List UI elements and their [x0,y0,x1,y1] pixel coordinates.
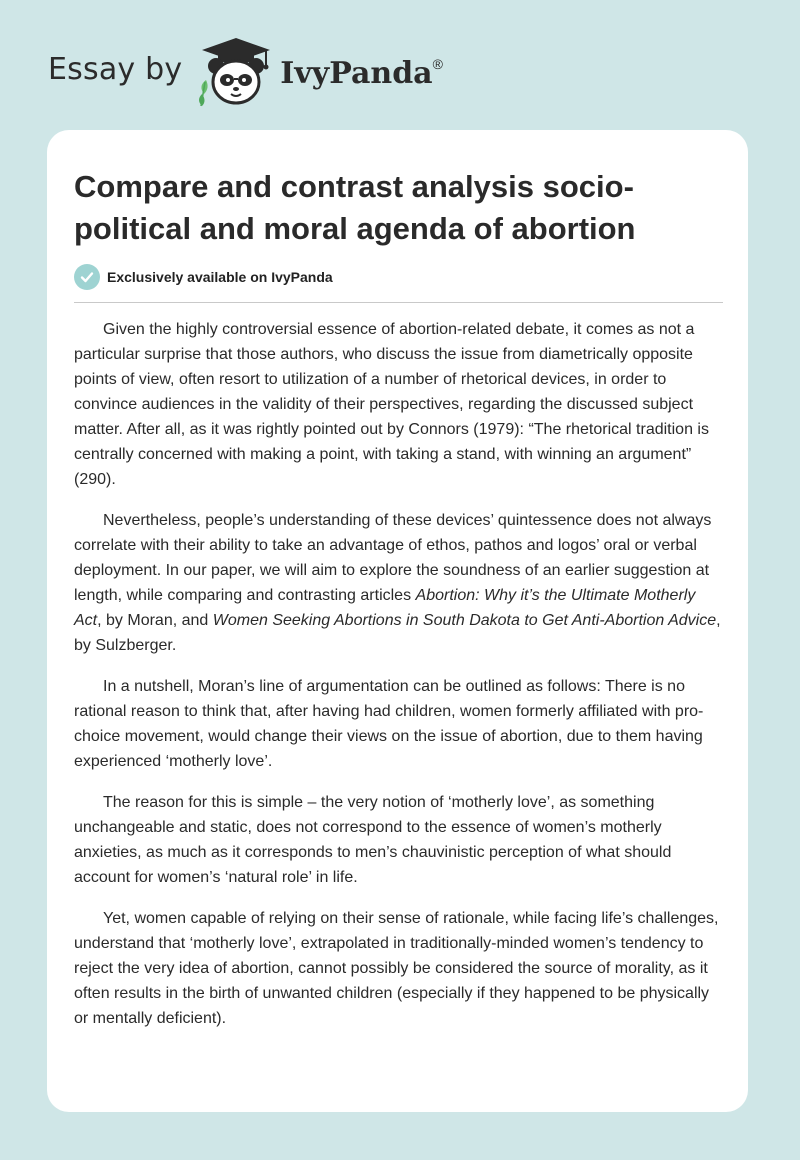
essay-body [74,317,725,1047]
brand-name: IvyPanda® [280,55,443,91]
paragraph-text: , by Moran, and [97,612,213,629]
paragraph-text: Yet, women capable of relying on their sense of rationale, while facing life’s challenges, understand that ‘motherly love’, extrapolated in traditionally-minded women’s tendency to reject the very idea of abortion, cannot possibly be considered the source of morality, as it often results in the birth of unwanted children (especially if they happened to be physically or mentally deficient). [74,910,719,1027]
site-header [48,36,443,108]
paragraph-text: , by Sulzberger. [74,612,721,654]
exclusive-label: Exclusively available on IvyPanda [107,269,333,285]
paragraph-text: Nevertheless, people’s understanding of these devices’ quintessence does not always correlate with their ability to take an advantage of ethos, pathos and logos’ oral or verbal deployment. In our paper, we will aim to explore the soundness of an earlier suggestion at length, while comparing and contrasting articles [74,512,712,604]
essay-paragraph [74,508,725,658]
divider [74,302,723,303]
exclusive-badge [74,264,333,290]
article-title-citation: Women Seeking Abortions in South Dakota to Get Anti-Abortion Advice [212,612,717,629]
paragraph-text: In a nutshell, Moran’s line of argumentation can be outlined as follows: There is no rational reason to think that, after having had children, women formerly affiliated with pro-choice movement, would change their views on the issue of abortion, due to them having experienced ‘motherly love’. [74,678,704,770]
paragraph-text: Given the highly controversial essence of abortion-related debate, it comes as not a particular surprise that those authors, who discuss the issue from diametrically opposite points of view, often resort to utilization of a number of rhetorical devices, in order to convince audiences in the validity of their perspectives, regarding the discussed subject matter. After all, as it was rightly pointed out by Connors (1979): “The rhetorical tradition is centrally concerned with making a point, with taking a stand, with winning an argument” (290). [74,321,709,488]
check-icon [74,264,100,290]
essay-paragraph [74,317,725,492]
essay-paragraph [74,674,725,774]
essay-title: Compare and contrast analysis socio-political and moral agenda of abortion [74,169,636,246]
article-title-citation: Abortion: Why it’s the Ultimate Motherly Act [74,587,696,629]
essay-card [47,130,748,1112]
registered-mark: ® [432,55,443,72]
essay-by-label: Essay by [48,51,183,87]
ivypanda-logo-icon[interactable] [196,36,276,108]
paragraph-text: The reason for this is simple – the very notion of ‘motherly love’, as something unchangeable and static, does not correspond to the essence of women’s motherly anxieties, as much as it corresponds to men’s chauvinistic perception of what should account for women’s ‘natural role’ in life. [74,794,672,886]
essay-paragraph [74,790,725,890]
essay-paragraph [74,906,725,1031]
